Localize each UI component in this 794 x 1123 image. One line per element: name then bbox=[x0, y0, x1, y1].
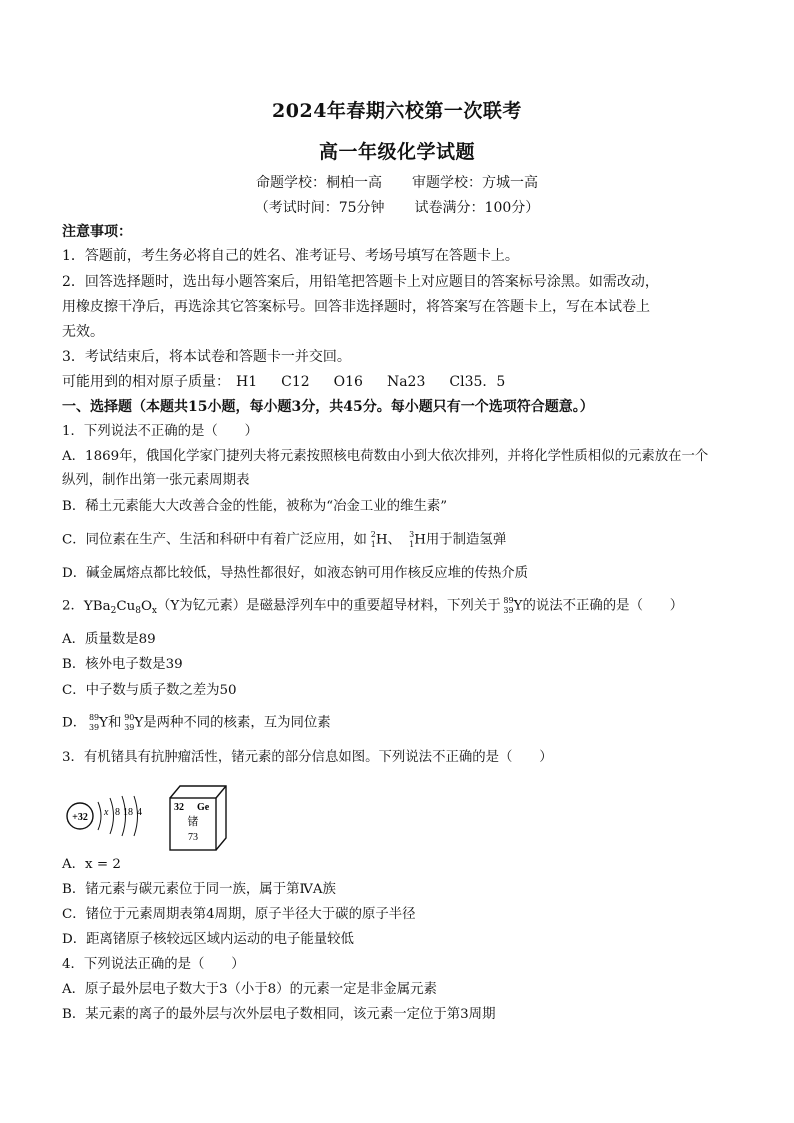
q1-option-c-end: H用于制造氢弹 bbox=[414, 532, 507, 548]
element-card bbox=[170, 786, 226, 850]
q3-option-b: B．锗元素与碳元素位于同一族，属于第ⅣA族 bbox=[62, 882, 336, 897]
q2-nuclide-notation: 89 39 bbox=[503, 596, 514, 615]
q2-formula: $YBa_2Cu_8O_x$ bbox=[83, 598, 157, 616]
atomic-mass-label: 可能用到的相对原子质量： bbox=[62, 374, 230, 390]
exam-score: 试卷满分：100分） bbox=[414, 200, 540, 216]
q2-option-b: B．核外电子数是39 bbox=[62, 657, 183, 672]
q4-option-b: B．某元素的离子的最外层与次外层电子数相同，该元素一定位于第3周期 bbox=[62, 1007, 496, 1022]
q2-stem: 2．$YBa_2Cu_8O_x(Y$为钇元素）是磁悬浮列车中的重要超导材料，下列关于 89 39 Y的说法不正确的是（ ） bbox=[62, 596, 684, 616]
element-mass: 73 bbox=[188, 832, 198, 843]
shell-1-electrons: x bbox=[104, 807, 109, 818]
atomic-structure-diagram bbox=[67, 796, 142, 836]
shell-4-electrons: 4 bbox=[137, 807, 142, 818]
q1-option-c bbox=[62, 530, 754, 551]
school-info bbox=[0, 172, 794, 192]
section-1-heading: 一、选择题（本题共15小题，每小题3分，共45分。每小题只有一个选项符合题意。） bbox=[62, 399, 594, 415]
nuclide-y90-notation: 90 39 bbox=[124, 713, 135, 732]
nuclide-y89-notation: 89 39 bbox=[88, 713, 100, 732]
isotope-h3-notation: 3 1 bbox=[409, 530, 415, 549]
shell-3-electrons: 18 bbox=[123, 807, 133, 818]
q3-stem: 3．有机锗具有抗肿瘤活性，锗元素的部分信息如图。下列说法不正确的是（ ） bbox=[62, 750, 553, 765]
note-2-line-2: 用橡皮擦干净后，再选涂其它答案标号。回答非选择题时，将答案写在答题卡上，写在本试卷上 bbox=[62, 299, 650, 315]
q1-option-d: D．碱金属熔点都比较低，导热性都很好，如液态钠可用作核反应堆的传热介质 bbox=[62, 566, 529, 581]
q1-option-a-line-1: A．1869年，俄国化学家门捷列夫将元素按照核电荷数由小到大依次排列，并将化学性质相似的元素放在一个 bbox=[62, 449, 709, 464]
note-1: 1．答题前，考生务必将自己的姓名、准考证号、考场号填写在答题卡上。 bbox=[62, 248, 519, 264]
element-name: 锗 bbox=[187, 815, 199, 828]
q1-option-c-h2: H、 bbox=[375, 532, 401, 548]
notes-heading: 注意事项： bbox=[62, 224, 132, 240]
shell-arc-2 bbox=[110, 798, 114, 834]
q3-option-d: D．距离锗原子核较远区域内运动的电子能量较低 bbox=[62, 932, 354, 947]
note-2-line-3: 无效。 bbox=[62, 324, 104, 340]
germanium-figure bbox=[62, 778, 252, 854]
q1-option-c-text: C．同位素在生产、生活和科研中有着广泛应用，如 bbox=[62, 532, 367, 548]
element-atomic-number: 32 bbox=[174, 802, 184, 813]
exam-title: 2024年春期六校第一次联考 bbox=[272, 100, 522, 122]
mass-cl: Cl35．5 bbox=[449, 374, 506, 390]
exam-subtitle: 高一年级化学试题 bbox=[318, 141, 475, 163]
q1-option-a-line-2: 纵列，制作出第一张元素周期表 bbox=[62, 473, 250, 488]
shell-arc-1 bbox=[98, 802, 101, 830]
isotope-h2-notation: 2 1 bbox=[370, 530, 376, 549]
q2-option-d: D． 89 39 Y和 90 39 Y是两种不同的核素，互为同位素 bbox=[62, 713, 331, 732]
q3-option-a: A．x = 2 bbox=[62, 857, 121, 872]
note-2-line-1: 2．回答选择题时，选出每小题答案后，用铅笔把答题卡上对应题目的答案标号涂黑。如需改动， bbox=[62, 274, 659, 290]
q3-option-c: C．锗位于元素周期表第4周期，原子半径大于碳的原子半径 bbox=[62, 907, 416, 922]
exam-info bbox=[0, 197, 794, 217]
mass-h: H1 bbox=[236, 374, 258, 390]
mass-o: O16 bbox=[333, 374, 363, 390]
q2-number: 2． bbox=[62, 598, 84, 614]
q2-option-a: A．质量数是89 bbox=[62, 632, 156, 647]
shell-2-electrons: 8 bbox=[115, 807, 120, 818]
exam-time: （考试时间：75分钟 bbox=[254, 200, 385, 216]
note-3: 3．考试结束后，将本试卷和答题卡一并交回。 bbox=[62, 349, 351, 365]
nucleus-charge: +32 bbox=[72, 812, 88, 823]
mass-na: Na23 bbox=[386, 374, 426, 390]
mass-c: C12 bbox=[281, 374, 310, 390]
q2-stem-text: （Y为钇元素）是磁悬浮列车中的重要超导材料，下列关于 bbox=[157, 598, 501, 614]
q2-stem-end: 的说法不正确的是（ ） bbox=[522, 598, 684, 614]
q2-option-c: C．中子数与质子数之差为50 bbox=[62, 683, 237, 698]
atomic-masses bbox=[62, 372, 754, 392]
q4-stem: 4．下列说法正确的是（ ） bbox=[62, 957, 245, 972]
author-school: 命题学校：桐柏一高 bbox=[256, 175, 382, 191]
reviewer-school: 审题学校：方城一高 bbox=[412, 175, 538, 191]
q1-stem: 1．下列说法不正确的是（ ） bbox=[62, 424, 258, 439]
q4-option-a: A．原子最外层电子数大于3（小于8）的元素一定是非金属元素 bbox=[62, 982, 437, 997]
element-symbol: Ge bbox=[197, 802, 210, 813]
q1-option-b: B．稀土元素能大大改善合金的性能，被称为“冶金工业的维生素” bbox=[62, 499, 448, 514]
